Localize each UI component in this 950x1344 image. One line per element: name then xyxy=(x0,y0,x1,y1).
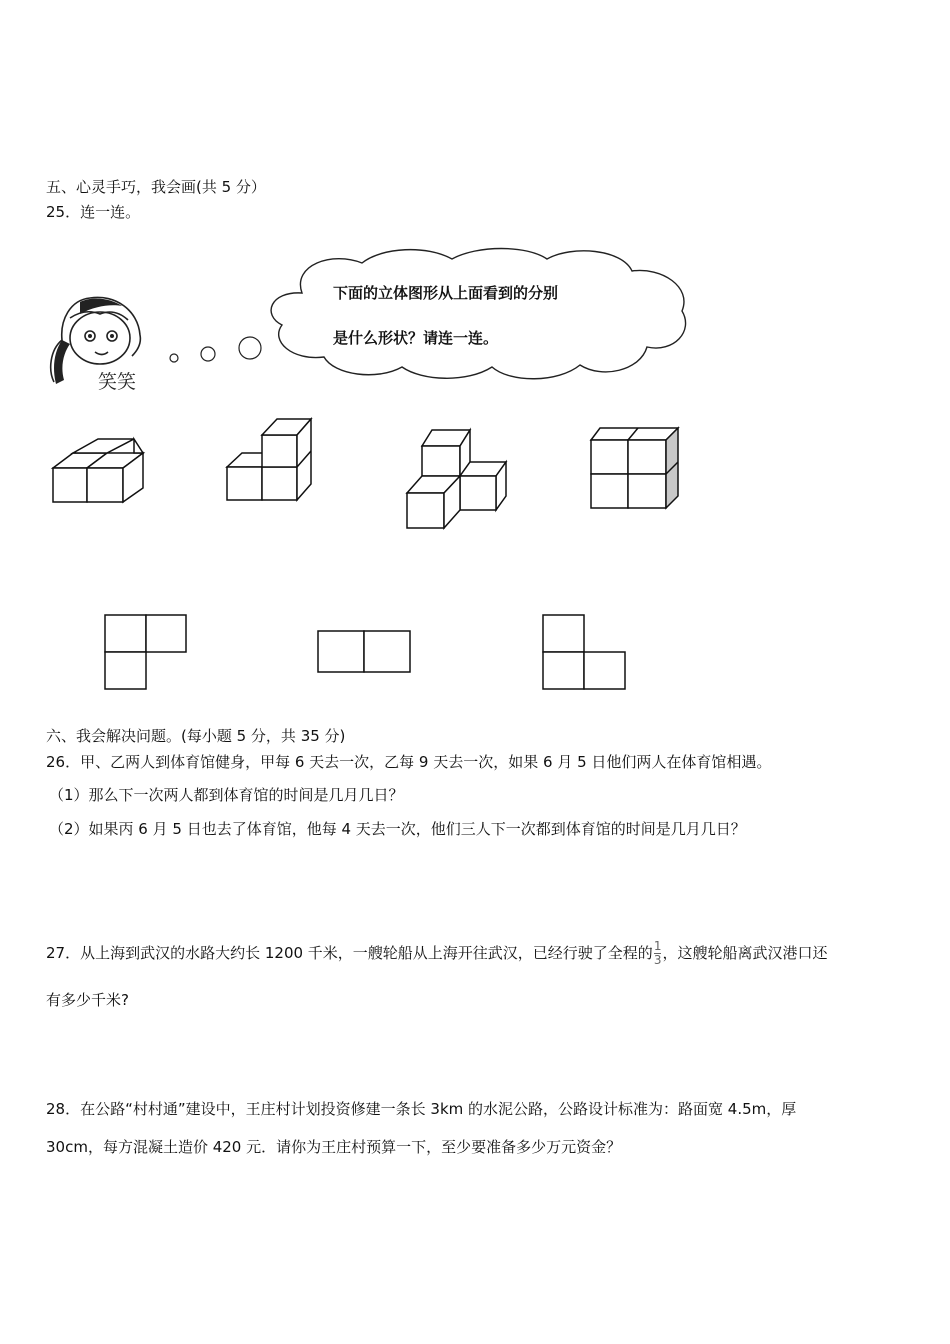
solid-figure-3 xyxy=(404,426,514,532)
top-view-shape-1 xyxy=(103,613,189,693)
question-28-line-2: 30cm，每方混凝土造价 420 元．请你为王庄村预算一下，至少要准备多少万元资金？ xyxy=(46,1138,622,1156)
question-26-part-2: （2）如果丙 6 月 5 日也去了体育馆，他每 4 天去一次，他们三人下一次都到体育馆的时间是几月几日？ xyxy=(49,820,746,838)
question-26: 26．甲、乙两人到体育馆健身，甲每 6 天去一次，乙每 9 天去一次，如果 6 月 5 日他们两人在体育馆相遇。 xyxy=(46,753,772,771)
thought-bubbles xyxy=(165,335,265,365)
cloud-text-line-1: 下面的立体图形从上面看到的分别 xyxy=(333,284,559,302)
question-28-line-1: 28．在公路“村村通”建设中，王庄村计划投资修建一条长 3km 的水泥公路，公路设计标准为：路面宽 4.5m，厚 xyxy=(46,1100,797,1118)
fraction-denominator: 3 xyxy=(653,953,662,967)
solid-figure-2 xyxy=(225,414,315,504)
question-27-line-2: 有多少千米? xyxy=(46,991,129,1009)
girl-label: 笑笑 xyxy=(98,371,137,393)
top-view-shape-3 xyxy=(541,613,629,693)
solid-figure-1 xyxy=(50,436,150,506)
section-6-heading: 六、我会解决问题。(每小题 5 分，共 35 分) xyxy=(46,727,346,745)
cloud-icon xyxy=(262,245,694,385)
girl-illustration xyxy=(40,290,170,395)
fraction-one-third xyxy=(654,940,662,967)
question-27 xyxy=(46,940,827,967)
solid-figure-4 xyxy=(588,426,683,512)
cloud-text-line-2: 是什么形状？请连一连。 xyxy=(333,329,499,347)
question-25: 25．连一连。 xyxy=(46,203,141,221)
question-27-text-2: ，这艘轮船离武汉港口还 xyxy=(662,944,828,962)
question-27-text-1: 27．从上海到武汉的水路大约长 1200 千米，一艘轮船从上海开往武汉，已经行驶了全程的 xyxy=(46,944,653,962)
top-view-shape-2 xyxy=(316,629,416,675)
fraction-numerator: 1 xyxy=(653,939,662,953)
question-26-part-1: （1）那么下一次两人都到体育馆的时间是几月几日？ xyxy=(49,786,404,804)
section-5-heading: 五、心灵手巧，我会画(共 5 分） xyxy=(46,178,266,196)
